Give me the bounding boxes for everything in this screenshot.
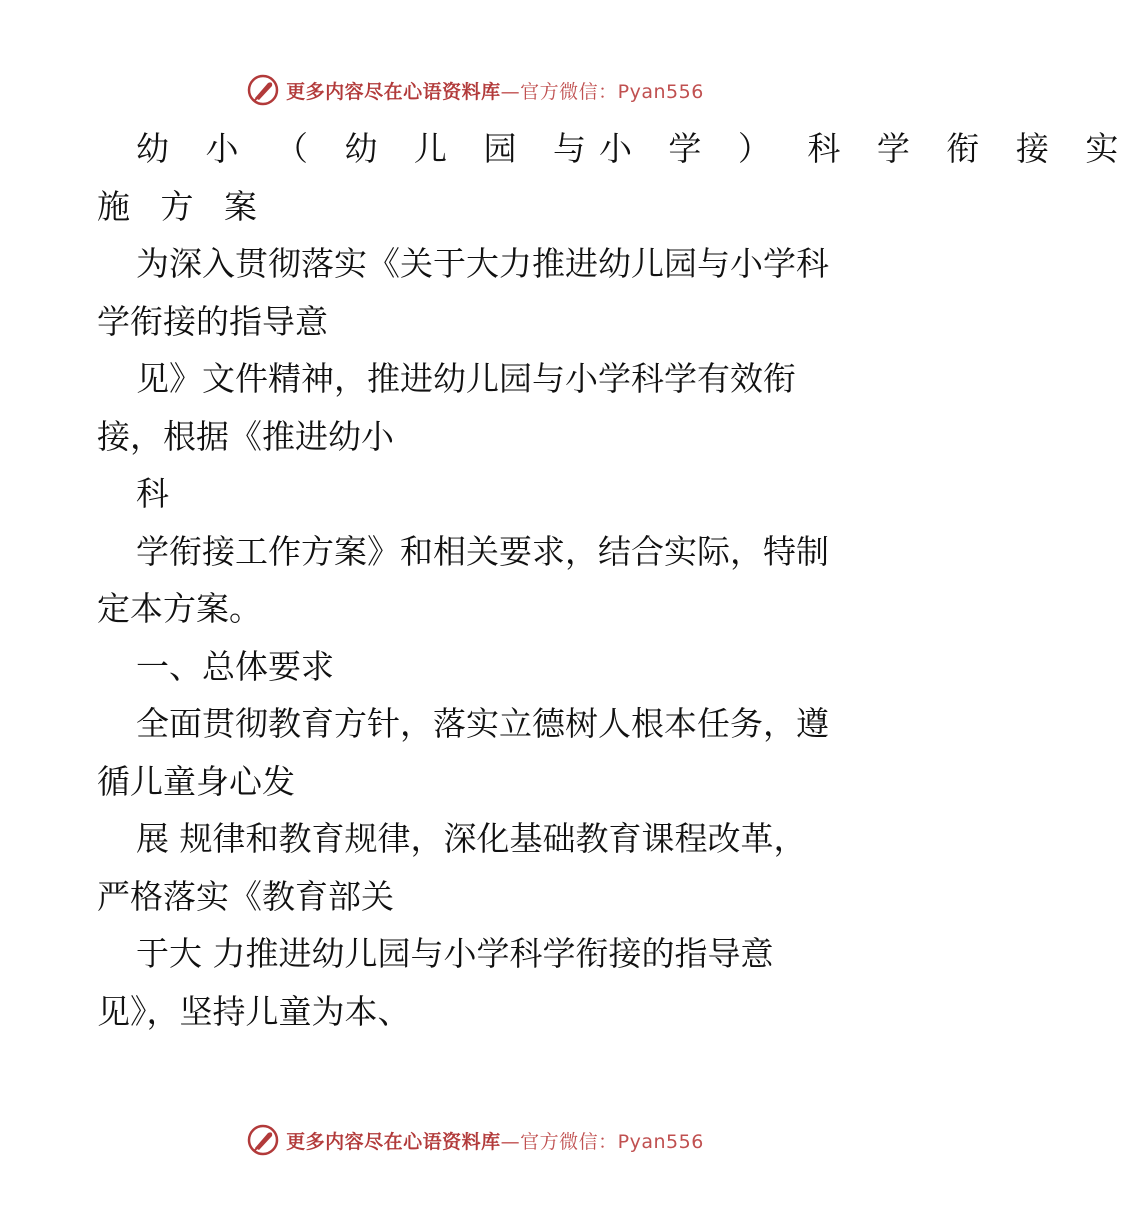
- text-line: 为深入贯彻落实《关于大力推进幼儿园与小学科: [136, 244, 829, 283]
- text-line: 学衔接的指导意: [97, 301, 328, 341]
- watermark-text: [286, 77, 704, 104]
- document-body: [97, 120, 1131, 1040]
- quill-logo-icon: [246, 73, 280, 107]
- text-line: 循儿童身心发: [97, 761, 295, 801]
- text-line: 见》文件精神，推进幼儿园与小学科学有效衔: [136, 359, 796, 398]
- text-line: 展 规律和教育规律，深化基础教育课程改革，: [136, 819, 807, 858]
- watermark-sub: —官方微信：Pyan556: [500, 80, 704, 103]
- text-line: 幼 小 （ 幼 儿 园 与小 学 ） 科 学 衔 接 实: [136, 129, 1131, 168]
- text-line: 接，根据《推进幼小: [97, 416, 394, 456]
- watermark-sub: —官方微信：Pyan556: [500, 1130, 704, 1153]
- watermark-main: 更多内容尽在心语资料库: [286, 1130, 501, 1153]
- footer-watermark: [0, 1120, 950, 1160]
- watermark-main: 更多内容尽在心语资料库: [286, 80, 501, 103]
- text-line: 学衔接工作方案》和相关要求，结合实际，特制: [136, 531, 829, 571]
- header-watermark: [0, 70, 950, 110]
- text-line: 定本方案。: [97, 589, 262, 628]
- text-line: 于大 力推进幼儿园与小学科学衔接的指导意: [136, 934, 774, 973]
- text-line: 严格落实《教育部关: [97, 876, 394, 916]
- text-line: 科: [136, 474, 169, 513]
- text-line: 一、总体要求: [136, 646, 334, 686]
- text-line: 全面贯彻教育方针，落实立德树人根本任务，遵: [136, 704, 829, 743]
- text-line: 施 方 案: [97, 186, 267, 226]
- text-line: 见》，坚持儿童为本、: [97, 991, 411, 1031]
- watermark-text: [286, 1127, 704, 1154]
- quill-logo-icon: [246, 1123, 280, 1157]
